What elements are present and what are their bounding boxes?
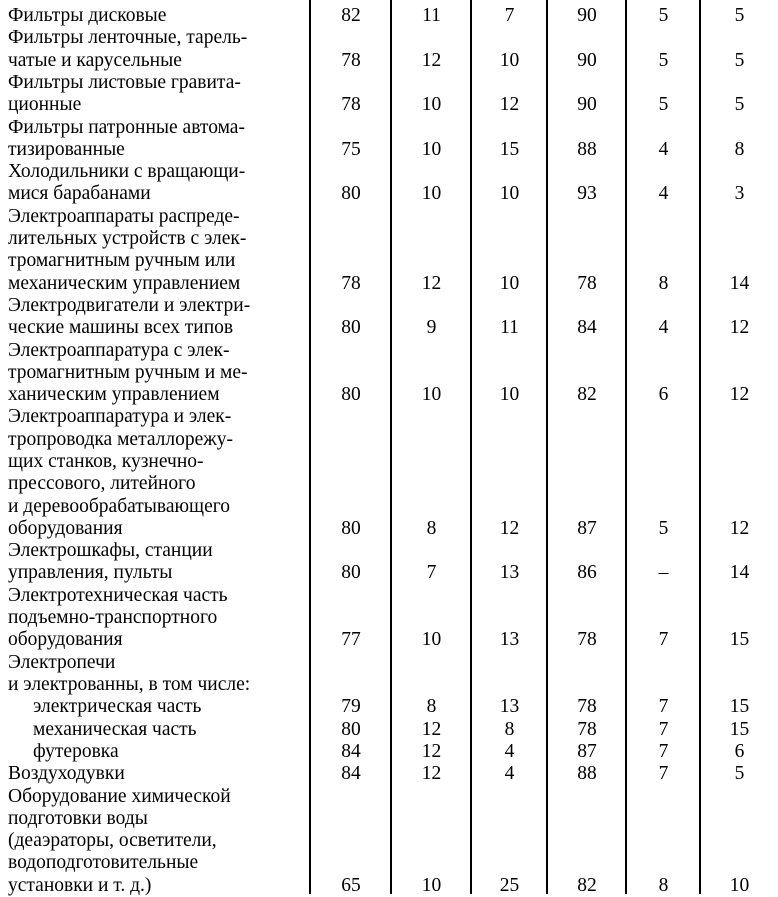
value-cell: 78 bbox=[311, 94, 391, 116]
value-cell: 8 bbox=[392, 518, 471, 540]
value-cell: 12 bbox=[701, 518, 778, 540]
value-cell: 4 bbox=[627, 139, 700, 161]
value-cell: 78 bbox=[548, 629, 626, 651]
equipment-name-line: Воздуходувки bbox=[8, 763, 306, 785]
value-cell: 78 bbox=[311, 273, 391, 295]
table-row bbox=[0, 117, 778, 162]
value-cell: 12 bbox=[392, 719, 471, 741]
value-cell: 82 bbox=[548, 875, 626, 897]
table-row bbox=[0, 786, 778, 897]
equipment-name-line: Электроаппаратура с элек- bbox=[8, 340, 306, 362]
equipment-name-line: ционные bbox=[8, 94, 306, 116]
value-cell: 7 bbox=[627, 741, 700, 763]
value-cell: 10 bbox=[392, 183, 471, 205]
value-cell: 84 bbox=[311, 763, 391, 785]
value-cell: 7 bbox=[627, 763, 700, 785]
value-cell: 8 bbox=[627, 273, 700, 295]
table-row bbox=[0, 206, 778, 295]
value-cell: 84 bbox=[311, 741, 391, 763]
equipment-name-line: прессового, литейного bbox=[8, 473, 306, 495]
table-row bbox=[0, 652, 778, 697]
value-cell: 78 bbox=[548, 696, 626, 718]
value-cell: 12 bbox=[701, 384, 778, 406]
equipment-name-line: механическим управлением bbox=[8, 273, 306, 295]
value-cell: 10 bbox=[472, 183, 547, 205]
equipment-name-line: Фильтры ленточные, тарель- bbox=[8, 27, 306, 49]
value-cell: 84 bbox=[548, 317, 626, 339]
value-cell: 90 bbox=[548, 50, 626, 72]
equipment-name-line: тизированные bbox=[8, 139, 306, 161]
value-cell: 11 bbox=[472, 317, 547, 339]
equipment-name-line: тропроводка металлорежу- bbox=[8, 429, 306, 451]
equipment-name-line: тромагнитным ручным или bbox=[8, 250, 306, 272]
value-cell: 13 bbox=[472, 562, 547, 584]
value-cell: 10 bbox=[392, 384, 471, 406]
table-row bbox=[0, 27, 778, 72]
value-cell: 80 bbox=[311, 518, 391, 540]
value-cell: 4 bbox=[472, 763, 547, 785]
value-cell: 86 bbox=[548, 562, 626, 584]
value-cell: 78 bbox=[311, 50, 391, 72]
value-cell: 12 bbox=[392, 741, 471, 763]
value-cell: 15 bbox=[701, 629, 778, 651]
value-cell: 10 bbox=[701, 875, 778, 897]
equipment-name-line: Оборудование химической bbox=[8, 786, 306, 808]
equipment-name-line: тромагнитным ручным и ме- bbox=[8, 362, 306, 384]
equipment-name-line: Фильтры дисковые bbox=[8, 5, 306, 27]
table-row bbox=[0, 763, 778, 785]
value-cell: 4 bbox=[627, 183, 700, 205]
table-row bbox=[0, 340, 778, 407]
equipment-name-line: Фильтры патронные автома- bbox=[8, 117, 306, 139]
equipment-name-line: электрическая часть bbox=[33, 696, 331, 718]
value-cell: 65 bbox=[311, 875, 391, 897]
table-row bbox=[0, 295, 778, 340]
value-cell: 25 bbox=[472, 875, 547, 897]
value-cell: 10 bbox=[472, 384, 547, 406]
equipment-name-line: Холодильники с вращающи- bbox=[8, 161, 306, 183]
value-cell: 10 bbox=[392, 875, 471, 897]
value-cell: 5 bbox=[627, 50, 700, 72]
equipment-name-line: механическая часть bbox=[33, 719, 331, 741]
value-cell: 78 bbox=[548, 273, 626, 295]
value-cell: 10 bbox=[392, 94, 471, 116]
value-cell: 5 bbox=[627, 5, 700, 27]
value-cell: 11 bbox=[392, 5, 471, 27]
value-cell: 5 bbox=[701, 50, 778, 72]
equipment-name-line: Электроаппаратура и элек- bbox=[8, 406, 306, 428]
equipment-name-line: и электрованны, в том числе: bbox=[8, 674, 306, 696]
value-cell: 13 bbox=[472, 629, 547, 651]
equipment-name-line: водоподготовительные bbox=[8, 852, 306, 874]
value-cell: 5 bbox=[701, 763, 778, 785]
equipment-name-line: чатые и карусельные bbox=[8, 50, 306, 72]
equipment-name-line: оборудования bbox=[8, 629, 306, 651]
equipment-name-line: Электропечи bbox=[8, 652, 306, 674]
value-cell: 15 bbox=[701, 719, 778, 741]
value-cell: 87 bbox=[548, 741, 626, 763]
table-row bbox=[0, 161, 778, 206]
value-cell: 15 bbox=[701, 696, 778, 718]
equipment-name-line: ханическим управлением bbox=[8, 384, 306, 406]
table-row bbox=[0, 741, 778, 763]
value-cell: 5 bbox=[701, 5, 778, 27]
value-cell: 5 bbox=[627, 94, 700, 116]
value-cell: 5 bbox=[627, 518, 700, 540]
equipment-name-line: Электродвигатели и электри- bbox=[8, 295, 306, 317]
value-cell: 15 bbox=[472, 139, 547, 161]
value-cell: 4 bbox=[627, 317, 700, 339]
table-row bbox=[0, 585, 778, 652]
value-cell: 12 bbox=[392, 763, 471, 785]
value-cell: 7 bbox=[627, 719, 700, 741]
table-row bbox=[0, 406, 778, 540]
value-cell: 6 bbox=[627, 384, 700, 406]
value-cell: 87 bbox=[548, 518, 626, 540]
equipment-name-line: оборудования bbox=[8, 518, 306, 540]
value-cell: 9 bbox=[392, 317, 471, 339]
value-cell: 80 bbox=[311, 562, 391, 584]
equipment-name-line: и деревообрабатывающего bbox=[8, 496, 306, 518]
value-cell: 8 bbox=[701, 139, 778, 161]
value-cell: 12 bbox=[472, 94, 547, 116]
value-cell: 8 bbox=[472, 719, 547, 741]
value-cell: 82 bbox=[548, 384, 626, 406]
equipment-name-line: установки и т. д.) bbox=[8, 875, 306, 897]
value-cell: 8 bbox=[627, 875, 700, 897]
value-cell: 10 bbox=[472, 273, 547, 295]
equipment-name-line: мися барабанами bbox=[8, 183, 306, 205]
value-cell: 80 bbox=[311, 317, 391, 339]
equipment-name-line: (деаэраторы, осветители, bbox=[8, 830, 306, 852]
value-cell: 12 bbox=[472, 518, 547, 540]
value-cell: 93 bbox=[548, 183, 626, 205]
value-cell: 7 bbox=[627, 629, 700, 651]
value-cell: 78 bbox=[548, 719, 626, 741]
equipment-name-line: ческие машины всех типов bbox=[8, 317, 306, 339]
value-cell: 90 bbox=[548, 94, 626, 116]
equipment-name-line: Фильтры листовые гравита- bbox=[8, 72, 306, 94]
value-cell: 80 bbox=[311, 183, 391, 205]
value-cell: 79 bbox=[311, 696, 391, 718]
value-cell: 12 bbox=[701, 317, 778, 339]
value-cell: – bbox=[627, 562, 700, 584]
value-cell: 12 bbox=[392, 273, 471, 295]
value-cell: 80 bbox=[311, 719, 391, 741]
equipment-name-line: подъемно-транспортного bbox=[8, 607, 306, 629]
table-row bbox=[0, 72, 778, 117]
equipment-name-line: футеровка bbox=[33, 741, 331, 763]
equipment-name-line: подготовки воды bbox=[8, 808, 306, 830]
value-cell: 88 bbox=[548, 139, 626, 161]
value-cell: 12 bbox=[392, 50, 471, 72]
value-cell: 82 bbox=[311, 5, 391, 27]
value-cell: 75 bbox=[311, 139, 391, 161]
value-cell: 6 bbox=[701, 741, 778, 763]
table-row bbox=[0, 5, 778, 27]
value-cell: 80 bbox=[311, 384, 391, 406]
value-cell: 7 bbox=[472, 5, 547, 27]
value-cell: 10 bbox=[472, 50, 547, 72]
value-cell: 3 bbox=[701, 183, 778, 205]
value-cell: 8 bbox=[392, 696, 471, 718]
value-cell: 14 bbox=[701, 562, 778, 584]
value-cell: 14 bbox=[701, 273, 778, 295]
value-cell: 7 bbox=[627, 696, 700, 718]
value-cell: 10 bbox=[392, 139, 471, 161]
value-cell: 77 bbox=[311, 629, 391, 651]
value-cell: 10 bbox=[392, 629, 471, 651]
equipment-name-line: щих станков, кузнечно- bbox=[8, 451, 306, 473]
value-cell: 4 bbox=[472, 741, 547, 763]
equipment-name-line: Электрошкафы, станции bbox=[8, 540, 306, 562]
table-row bbox=[0, 719, 778, 741]
equipment-name-line: Электротехническая часть bbox=[8, 585, 306, 607]
equipment-name-line: управления, пульты bbox=[8, 562, 306, 584]
table-row bbox=[0, 540, 778, 585]
value-cell: 88 bbox=[548, 763, 626, 785]
table-row bbox=[0, 696, 778, 718]
value-cell: 13 bbox=[472, 696, 547, 718]
equipment-name-line: лительных устройств с элек- bbox=[8, 228, 306, 250]
value-cell: 7 bbox=[392, 562, 471, 584]
value-cell: 90 bbox=[548, 5, 626, 27]
equipment-name-line: Электроаппараты распреде- bbox=[8, 206, 306, 228]
value-cell: 5 bbox=[701, 94, 778, 116]
